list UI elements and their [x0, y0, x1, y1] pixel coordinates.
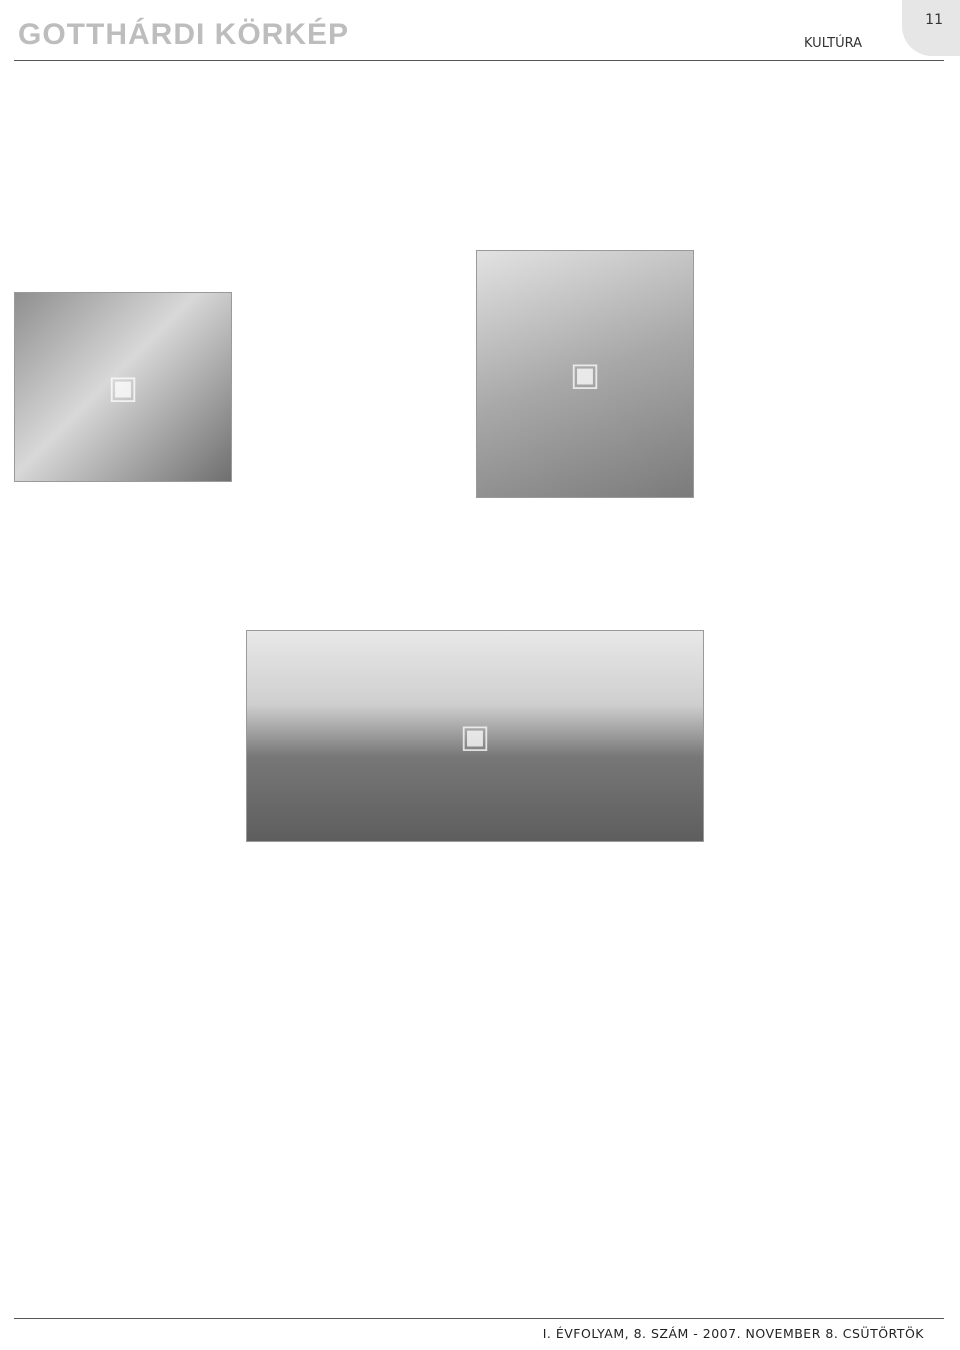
- section-label: KULTÚRA: [804, 36, 862, 51]
- photo-icon: ▣: [569, 355, 601, 393]
- footer-divider: [14, 1318, 944, 1319]
- photo-icon: ▣: [459, 717, 491, 755]
- page-number: 11: [925, 12, 943, 28]
- photo-student-group: [246, 630, 704, 842]
- masthead: [0, 0, 960, 66]
- issue-line: I. ÉVFOLYAM, 8. SZÁM - 2007. NOVEMBER 8. CSÜTÖRTÖK: [542, 1326, 924, 1341]
- photo-halloween-children: [14, 292, 232, 482]
- photo-singer-portrait: [476, 250, 694, 498]
- photo-icon: ▣: [107, 368, 139, 406]
- header-divider: [14, 60, 944, 61]
- masthead-logo: GOTTHÁRDI KÖRKÉP: [18, 18, 349, 51]
- folio-tab: [902, 0, 960, 56]
